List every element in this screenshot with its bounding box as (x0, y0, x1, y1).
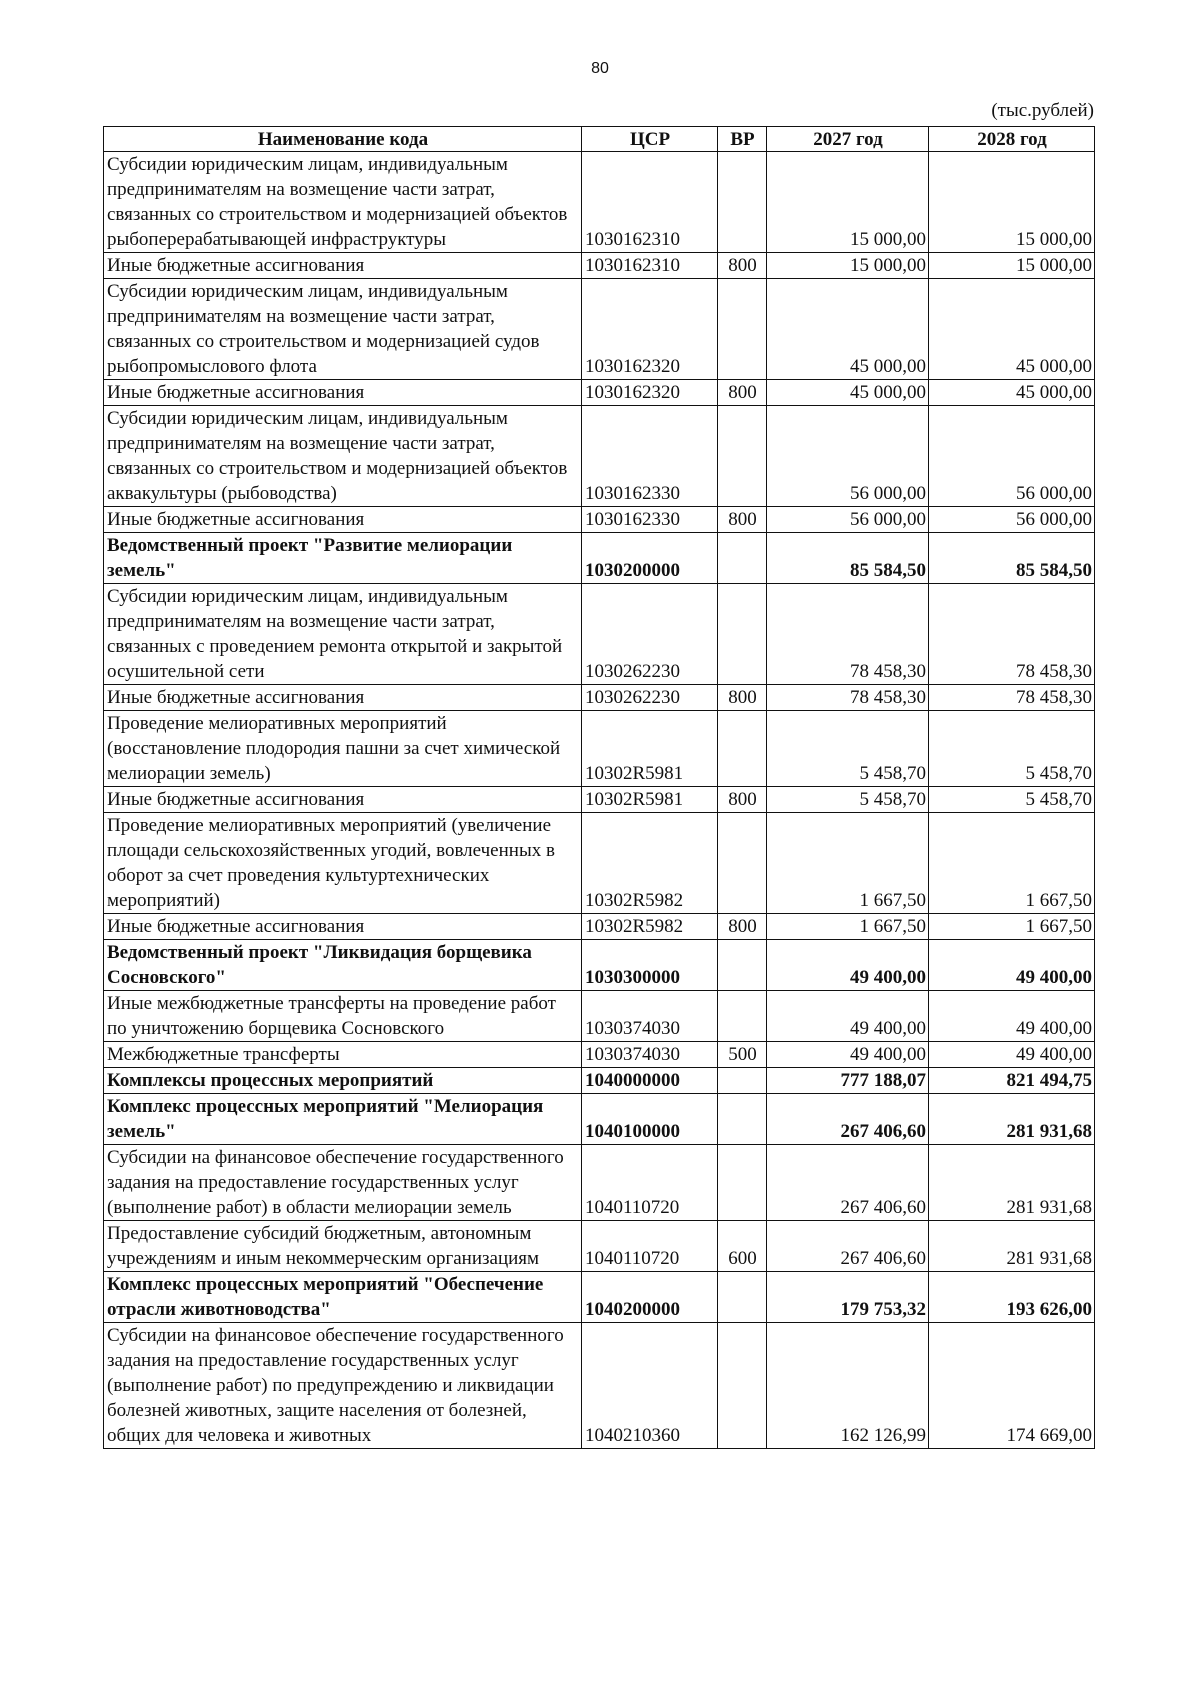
table-row (104, 507, 1095, 533)
table-row (104, 711, 1095, 787)
cell-name: Субсидии юридическим лицам, индивидуальным предпринимателям на возмещение части затрат, связанных со строительством и модернизацией объектов рыбоперерабатывающей инфраструктуры (104, 152, 582, 253)
cell-csr: 1030162310 (582, 253, 718, 279)
cell-vr (718, 279, 767, 380)
table-row (104, 914, 1095, 940)
cell-y2027: 49 400,00 (767, 940, 929, 991)
cell-csr: 10302R5982 (582, 914, 718, 940)
cell-vr: 500 (718, 1042, 767, 1068)
cell-vr (718, 1323, 767, 1449)
table-row (104, 253, 1095, 279)
cell-csr: 10302R5981 (582, 787, 718, 813)
cell-csr: 1030162320 (582, 279, 718, 380)
cell-y2028: 821 494,75 (929, 1068, 1095, 1094)
cell-name: Комплекс процессных мероприятий "Мелиорация земель" (104, 1094, 582, 1145)
table-row (104, 1272, 1095, 1323)
cell-vr: 800 (718, 685, 767, 711)
cell-y2027: 267 406,60 (767, 1094, 929, 1145)
cell-csr: 1030300000 (582, 940, 718, 991)
cell-csr: 1030162320 (582, 380, 718, 406)
cell-y2027: 85 584,50 (767, 533, 929, 584)
cell-name: Комплекс процессных мероприятий "Обеспечение отрасли животноводства" (104, 1272, 582, 1323)
budget-table (103, 126, 1095, 1449)
cell-csr: 1040200000 (582, 1272, 718, 1323)
cell-y2027: 267 406,60 (767, 1221, 929, 1272)
cell-name: Ведомственный проект "Ликвидация борщевика Сосновского" (104, 940, 582, 991)
cell-vr: 800 (718, 380, 767, 406)
cell-vr (718, 711, 767, 787)
cell-name: Субсидии юридическим лицам, индивидуальным предпринимателям на возмещение части затрат, связанных со строительством и модернизацией судов рыбопромыслового флота (104, 279, 582, 380)
cell-csr: 1030162330 (582, 507, 718, 533)
cell-csr: 1030162310 (582, 152, 718, 253)
table-row (104, 685, 1095, 711)
cell-name: Иные бюджетные ассигнования (104, 380, 582, 406)
cell-y2027: 78 458,30 (767, 685, 929, 711)
cell-y2027: 45 000,00 (767, 279, 929, 380)
cell-y2028: 1 667,50 (929, 813, 1095, 914)
table-row (104, 533, 1095, 584)
cell-vr (718, 406, 767, 507)
cell-y2027: 1 667,50 (767, 813, 929, 914)
cell-y2028: 45 000,00 (929, 380, 1095, 406)
cell-vr: 600 (718, 1221, 767, 1272)
cell-name: Иные бюджетные ассигнования (104, 787, 582, 813)
cell-name: Субсидии юридическим лицам, индивидуальным предпринимателям на возмещение части затрат, связанных с проведением ремонта открытой и закрытой осушительной сети (104, 584, 582, 685)
table-row (104, 1323, 1095, 1449)
units-label: (тыс.рублей) (991, 100, 1094, 121)
cell-csr: 1040100000 (582, 1094, 718, 1145)
cell-y2028: 1 667,50 (929, 914, 1095, 940)
table-row (104, 787, 1095, 813)
cell-y2028: 174 669,00 (929, 1323, 1095, 1449)
cell-name: Иные бюджетные ассигнования (104, 507, 582, 533)
table-row (104, 279, 1095, 380)
cell-y2028: 45 000,00 (929, 279, 1095, 380)
cell-name: Предоставление субсидий бюджетным, автономным учреждениям и иным некоммерческим организациям (104, 1221, 582, 1272)
cell-vr: 800 (718, 914, 767, 940)
cell-y2027: 162 126,99 (767, 1323, 929, 1449)
cell-vr (718, 991, 767, 1042)
cell-y2028: 281 931,68 (929, 1094, 1095, 1145)
cell-y2027: 5 458,70 (767, 787, 929, 813)
table-row (104, 940, 1095, 991)
cell-y2027: 267 406,60 (767, 1145, 929, 1221)
table-row (104, 1221, 1095, 1272)
cell-y2027: 1 667,50 (767, 914, 929, 940)
table-header-row (104, 127, 1095, 152)
table-row (104, 584, 1095, 685)
cell-y2028: 85 584,50 (929, 533, 1095, 584)
cell-y2027: 56 000,00 (767, 507, 929, 533)
cell-vr (718, 813, 767, 914)
header-csr: ЦСР (582, 127, 718, 152)
table-row (104, 380, 1095, 406)
cell-y2028: 281 931,68 (929, 1221, 1095, 1272)
cell-y2027: 5 458,70 (767, 711, 929, 787)
cell-y2028: 281 931,68 (929, 1145, 1095, 1221)
cell-name: Проведение мелиоративных мероприятий (восстановление плодородия пашни за счет химической мелиорации земель) (104, 711, 582, 787)
cell-csr: 1030262230 (582, 685, 718, 711)
cell-csr: 1040110720 (582, 1221, 718, 1272)
table-row (104, 1068, 1095, 1094)
cell-name: Межбюджетные трансферты (104, 1042, 582, 1068)
cell-y2027: 78 458,30 (767, 584, 929, 685)
cell-y2028: 56 000,00 (929, 406, 1095, 507)
cell-vr: 800 (718, 507, 767, 533)
cell-y2028: 15 000,00 (929, 152, 1095, 253)
header-name: Наименование кода (104, 127, 582, 152)
cell-vr (718, 533, 767, 584)
cell-csr: 1030374030 (582, 991, 718, 1042)
header-vr: ВР (718, 127, 767, 152)
cell-y2027: 45 000,00 (767, 380, 929, 406)
cell-csr: 1040000000 (582, 1068, 718, 1094)
cell-name: Иные межбюджетные трансферты на проведение работ по уничтожению борщевика Сосновского (104, 991, 582, 1042)
cell-y2027: 49 400,00 (767, 1042, 929, 1068)
table-row (104, 991, 1095, 1042)
cell-name: Проведение мелиоративных мероприятий (увеличение площади сельскохозяйственных угодий, вовлеченных в оборот за счет проведения культуртехнических мероприятий) (104, 813, 582, 914)
cell-csr: 1030162330 (582, 406, 718, 507)
table-row (104, 1042, 1095, 1068)
table-row (104, 1094, 1095, 1145)
cell-y2027: 15 000,00 (767, 253, 929, 279)
cell-csr: 1040210360 (582, 1323, 718, 1449)
cell-csr: 1030374030 (582, 1042, 718, 1068)
header-2027: 2027 год (767, 127, 929, 152)
table-row (104, 813, 1095, 914)
cell-name: Иные бюджетные ассигнования (104, 685, 582, 711)
cell-name: Иные бюджетные ассигнования (104, 914, 582, 940)
cell-y2028: 78 458,30 (929, 685, 1095, 711)
cell-name: Субсидии юридическим лицам, индивидуальным предпринимателям на возмещение части затрат, связанных со строительством и модернизацией объектов аквакультуры (рыбоводства) (104, 406, 582, 507)
cell-vr (718, 1145, 767, 1221)
cell-vr: 800 (718, 787, 767, 813)
cell-vr (718, 1068, 767, 1094)
cell-y2027: 56 000,00 (767, 406, 929, 507)
cell-y2028: 49 400,00 (929, 991, 1095, 1042)
cell-csr: 10302R5982 (582, 813, 718, 914)
cell-name: Комплексы процессных мероприятий (104, 1068, 582, 1094)
cell-y2028: 193 626,00 (929, 1272, 1095, 1323)
cell-y2028: 49 400,00 (929, 940, 1095, 991)
cell-name: Ведомственный проект "Развитие мелиорации земель" (104, 533, 582, 584)
cell-y2028: 5 458,70 (929, 711, 1095, 787)
cell-vr (718, 1094, 767, 1145)
cell-vr (718, 1272, 767, 1323)
cell-name: Иные бюджетные ассигнования (104, 253, 582, 279)
header-2028: 2028 год (929, 127, 1095, 152)
cell-vr (718, 940, 767, 991)
cell-y2027: 179 753,32 (767, 1272, 929, 1323)
cell-vr (718, 584, 767, 685)
table-row (104, 152, 1095, 253)
table-row (104, 406, 1095, 507)
cell-y2027: 15 000,00 (767, 152, 929, 253)
cell-y2028: 56 000,00 (929, 507, 1095, 533)
cell-csr: 1040110720 (582, 1145, 718, 1221)
cell-y2028: 5 458,70 (929, 787, 1095, 813)
cell-y2027: 49 400,00 (767, 991, 929, 1042)
cell-y2028: 15 000,00 (929, 253, 1095, 279)
cell-vr: 800 (718, 253, 767, 279)
cell-csr: 10302R5981 (582, 711, 718, 787)
cell-name: Субсидии на финансовое обеспечение государственного задания на предоставление государственных услуг (выполнение работ) по предупреждению и ликвидации болезней животных, защите населения от болезней, общих для человека и животных (104, 1323, 582, 1449)
page-number: 80 (591, 60, 609, 77)
cell-vr (718, 152, 767, 253)
cell-y2027: 777 188,07 (767, 1068, 929, 1094)
cell-y2028: 78 458,30 (929, 584, 1095, 685)
cell-csr: 1030262230 (582, 584, 718, 685)
cell-name: Субсидии на финансовое обеспечение государственного задания на предоставление государственных услуг (выполнение работ) в области мелиорации земель (104, 1145, 582, 1221)
table-body (104, 152, 1095, 1449)
cell-csr: 1030200000 (582, 533, 718, 584)
table-row (104, 1145, 1095, 1221)
cell-y2028: 49 400,00 (929, 1042, 1095, 1068)
